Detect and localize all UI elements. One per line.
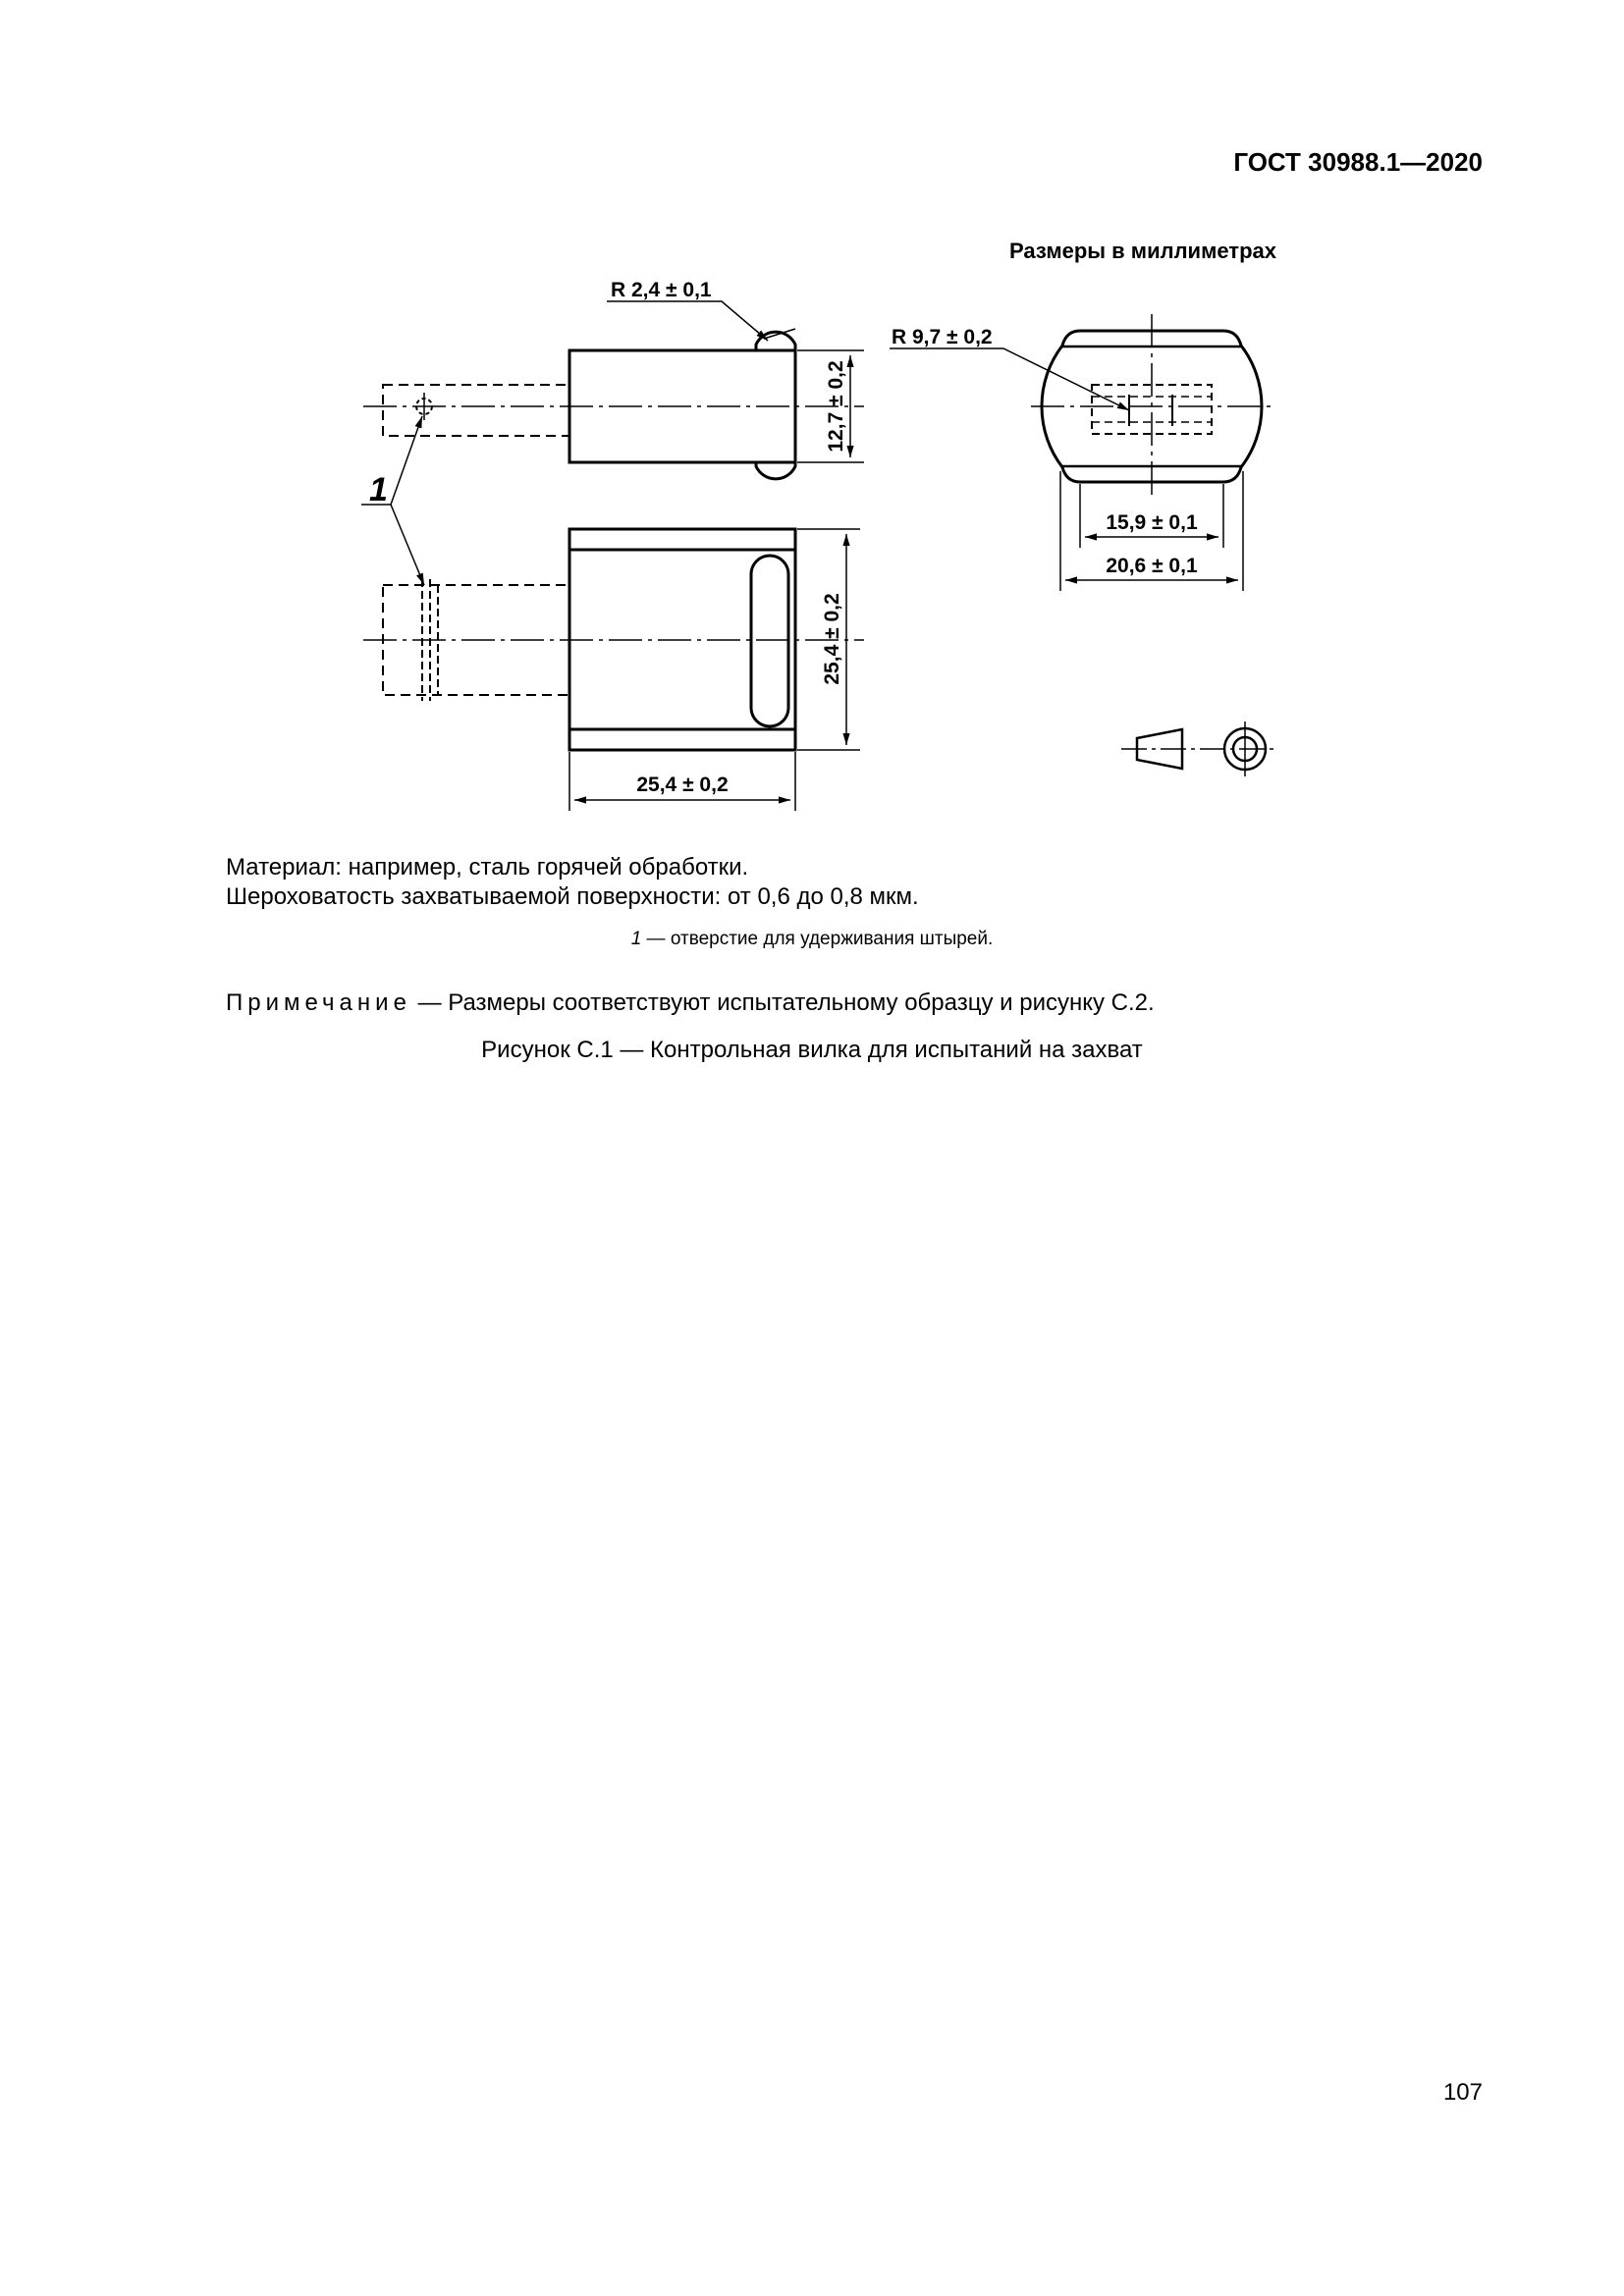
dim-r-large: R 9,7 ± 0,2 (892, 326, 993, 348)
page-number: 107 (1442, 2079, 1483, 2106)
dim-r-small: R 2,4 ± 0,1 (611, 279, 712, 301)
document-header: ГОСТ 30988.1—2020 (1233, 147, 1483, 177)
legend-number: 1 (630, 929, 642, 949)
legend (0, 929, 1624, 950)
callout-label: 1 (369, 471, 388, 508)
roughness-text: Шероховатость захватываемой поверхности: от 0,6 до 0,8 мкм. (226, 883, 919, 910)
note-label: Примечание (226, 989, 411, 1016)
dim-height-front: 25,4 ± 0,2 (821, 593, 843, 685)
figure-caption: Рисунок С.1 — Контрольная вилка для испытаний на захват (481, 1037, 1143, 1063)
dim-width-front: 25,4 ± 0,2 (636, 774, 729, 796)
material-text: Материал: например, сталь горячей обработки. (226, 854, 749, 881)
technical-drawing (0, 0, 1624, 883)
top-view (363, 301, 864, 479)
units-note: Размеры в миллиметрах (1009, 239, 1276, 263)
side-view (890, 314, 1276, 591)
dim-height-top: 12,7 ± 0,2 (825, 360, 847, 453)
note-text: — Размеры соответствуют испытательному образцу и рисунку С.2. (410, 989, 1155, 1016)
dim-width-outer: 20,6 ± 0,1 (1106, 555, 1198, 577)
note (226, 989, 1155, 1017)
dim-width-inner: 15,9 ± 0,1 (1106, 511, 1198, 534)
legend-text: — отверстие для удерживания штырей. (641, 929, 994, 949)
callout-leaders (391, 416, 424, 585)
projection-symbol (1121, 721, 1276, 776)
front-view (363, 529, 864, 811)
